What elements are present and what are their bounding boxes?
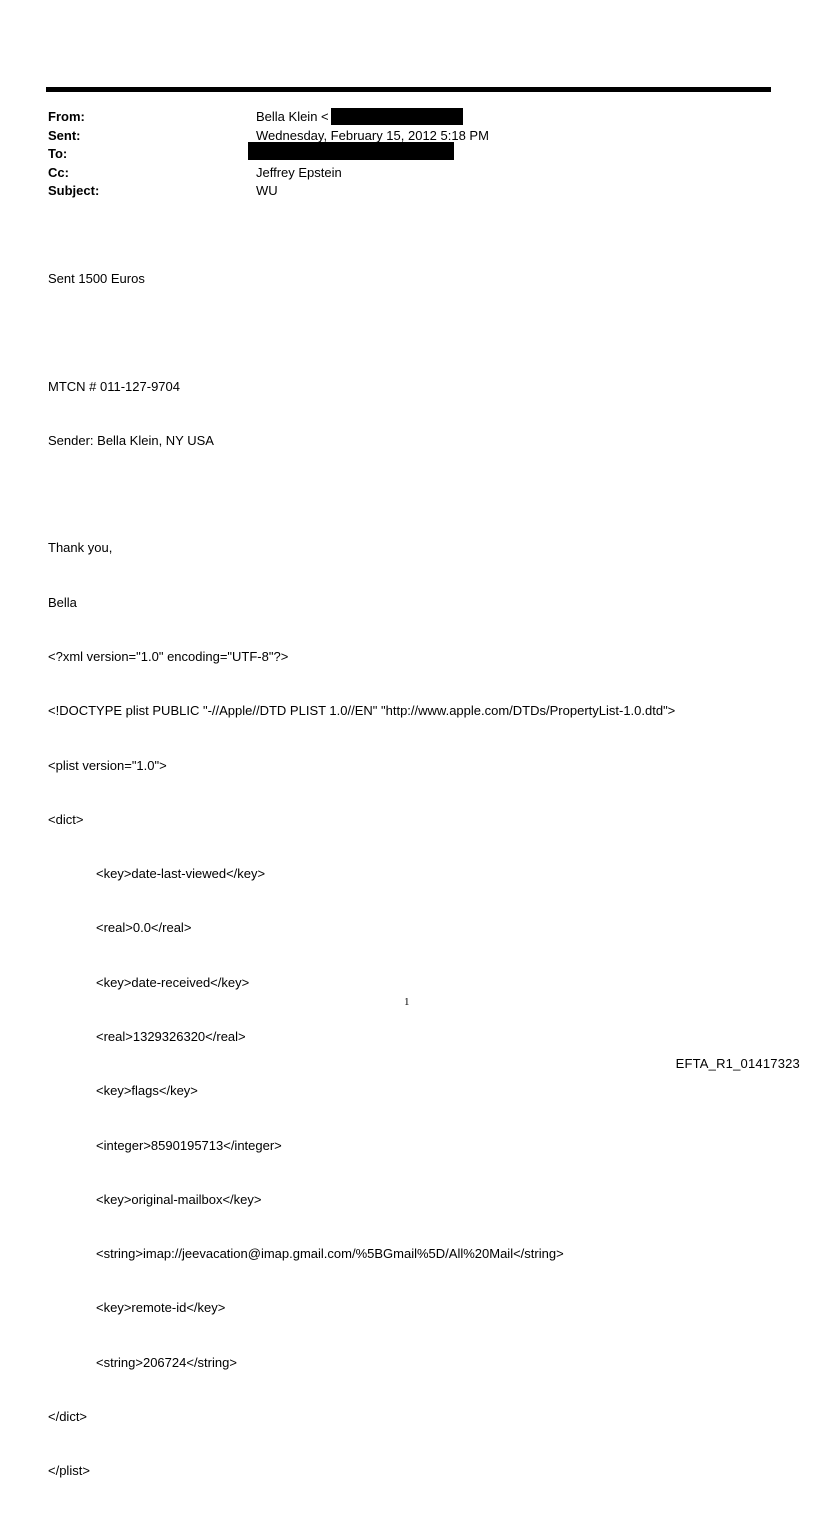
blank-line [48,486,675,503]
body-line: <key>flags</key> [96,1083,198,1099]
from-label: From: [48,109,85,124]
page-number: 1 [404,996,410,1008]
sent-value: Wednesday, February 15, 2012 5:18 PM [256,127,489,143]
body-line: <key>date-last-viewed</key> [96,866,266,882]
body-line: MTCN # 011-127-9704 [48,378,180,394]
subject-value: WU [256,183,278,198]
body-line: <real>1329326320</real> [96,1028,246,1044]
body-line: <string>imap://jeevacation@imap.gmail.com/%5BGmail%5D/All%20Mail</string> [96,1246,564,1262]
body-line: <!DOCTYPE plist PUBLIC "-//Apple//DTD PLIST 1.0//EN" "http://www.apple.com/DTDs/PropertyList-1.0.dtd"> [48,703,676,719]
cc-label: Cc: [48,164,69,180]
from-name: Bella Klein < [256,109,329,124]
body-line: <key>remote-id</key> [96,1300,226,1316]
body-line: <key>original-mailbox</key> [96,1191,262,1207]
body-line: <key>date-received</key> [96,974,250,990]
body-line: <?xml version="1.0" encoding="UTF-8"?> [48,648,289,664]
from-value [256,108,463,127]
body-line: <string>206724</string> [96,1354,237,1370]
body-line: Thank you, [48,540,113,556]
redaction-box [331,108,463,125]
header-rule [46,87,771,92]
body-line: Sender: Bella Klein, NY USA [48,432,214,448]
body-line: Bella [48,594,77,610]
redaction-box [248,142,454,160]
body-line: <integer>8590195713</integer> [96,1137,282,1153]
body-line: </dict> [48,1408,88,1424]
subject-label: Subject: [48,183,100,198]
body-line: <real>0.0</real> [96,920,192,936]
body-line: Sent 1500 Euros [48,271,145,287]
body-line: </plist> [48,1463,90,1479]
body-line: <plist version="1.0"> [48,757,167,773]
blank-line [48,324,675,341]
cc-value: Jeffrey Epstein [256,164,342,180]
sent-label: Sent: [48,127,81,143]
email-body [48,234,675,1516]
body-line: <dict> [48,811,84,827]
document-id: EFTA_R1_01417323 [675,1056,800,1071]
to-label: To: [48,146,68,161]
